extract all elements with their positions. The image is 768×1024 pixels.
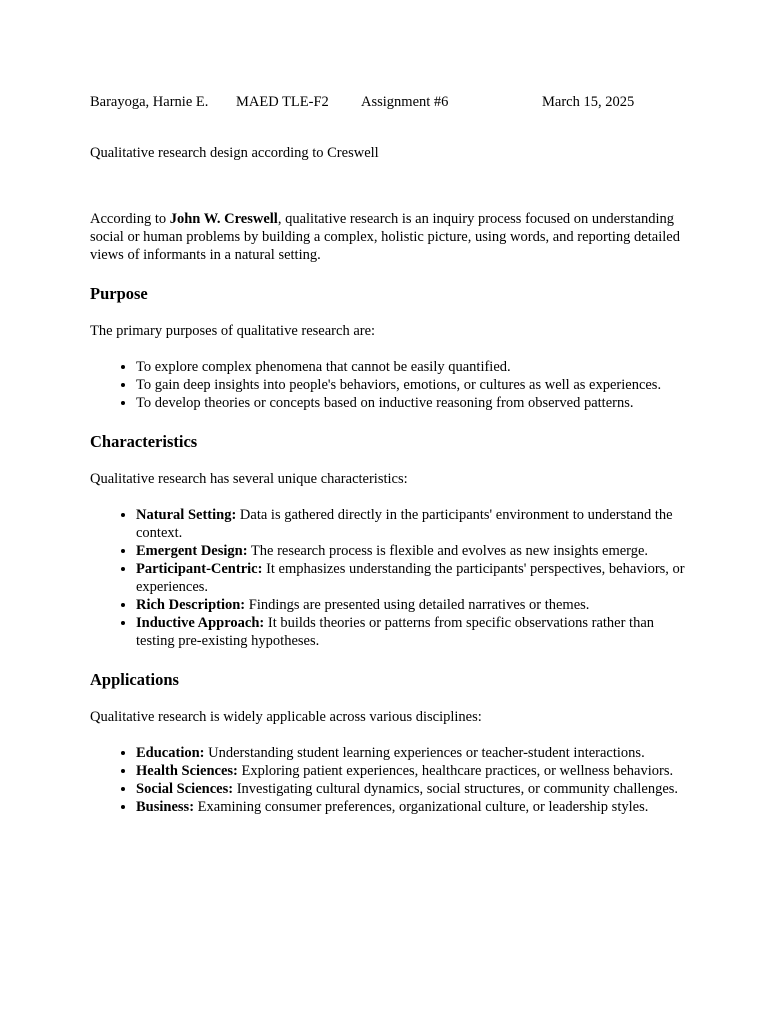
- item-term: Health Sciences:: [136, 763, 238, 779]
- item-term: Education:: [136, 745, 205, 761]
- list-item: [136, 542, 690, 560]
- document-title: Qualitative research design according to Creswell: [90, 145, 379, 161]
- item-text: The research process is flexible and evolves as new insights emerge.: [247, 543, 649, 559]
- item-text: Investigating cultural dynamics, social structures, or community challenges.: [233, 781, 679, 797]
- purpose-list: [90, 358, 690, 412]
- item-term: Natural Setting:: [136, 507, 237, 523]
- document-header: [90, 93, 690, 111]
- item-term: Rich Description:: [136, 597, 246, 613]
- list-item: • To develop theories or concepts based on inductive reasoning from observed patterns.: [136, 394, 690, 412]
- document-date: March 15, 2025: [542, 94, 635, 110]
- applications-lead: Qualitative research is widely applicable across various disciplines:: [90, 709, 482, 725]
- item-term: Business:: [136, 799, 195, 815]
- item-term: Inductive Approach:: [136, 615, 265, 631]
- item-text: Examining consumer preferences, organizational culture, or leadership styles.: [194, 799, 649, 815]
- item-term: Social Sciences:: [136, 781, 234, 797]
- characteristics-lead: Qualitative research has several unique characteristics:: [90, 471, 408, 487]
- student-name: Barayoga, Harnie E.: [90, 94, 209, 110]
- intro-rest: , qualitative research is an inquiry process focused on understanding social or human problems by building a complex, holistic picture, using words, and reporting detailed views of informants in a natural setting.: [90, 211, 680, 263]
- applications-heading: Applications: [90, 670, 179, 689]
- list-item: [136, 596, 690, 614]
- assignment-number: Assignment #6: [361, 94, 449, 110]
- item-text: Exploring patient experiences, healthcare practices, or wellness behaviors.: [237, 763, 674, 779]
- item-text: Data is gathered directly in the participants' environment to understand the context.: [136, 507, 673, 541]
- intro-author: John W. Creswell: [169, 211, 278, 227]
- intro-paragraph: [90, 210, 690, 264]
- characteristics-heading: Characteristics: [90, 432, 198, 451]
- list-item: [136, 560, 690, 596]
- item-text: It emphasizes understanding the participants' perspectives, behaviors, or experiences.: [136, 561, 685, 595]
- item-text: Understanding student learning experiences or teacher-student interactions.: [204, 745, 645, 761]
- list-item: [136, 744, 690, 762]
- item-text: It builds theories or patterns from specific observations rather than testing pre-existing hypotheses.: [136, 615, 655, 649]
- program-code: MAED TLE-F2: [236, 94, 329, 110]
- list-item: [136, 762, 690, 780]
- list-item: • To explore complex phenomena that cannot be easily quantified.: [136, 358, 690, 376]
- item-text: Findings are presented using detailed narratives or themes.: [245, 597, 590, 613]
- applications-list: [90, 744, 690, 816]
- item-term: Participant-Centric:: [136, 561, 263, 577]
- list-item: • To gain deep insights into people's behaviors, emotions, or cultures as well as experiences.: [136, 376, 690, 394]
- item-term: Emergent Design:: [136, 543, 248, 559]
- intro-prefix: According to: [90, 211, 170, 227]
- list-item: [136, 506, 690, 542]
- purpose-heading: Purpose: [90, 284, 148, 303]
- list-item: [136, 614, 690, 650]
- characteristics-list: [90, 506, 690, 650]
- document-page: [90, 93, 690, 816]
- purpose-lead: The primary purposes of qualitative research are:: [90, 323, 376, 339]
- list-item: [136, 780, 690, 798]
- list-item: [136, 798, 690, 816]
